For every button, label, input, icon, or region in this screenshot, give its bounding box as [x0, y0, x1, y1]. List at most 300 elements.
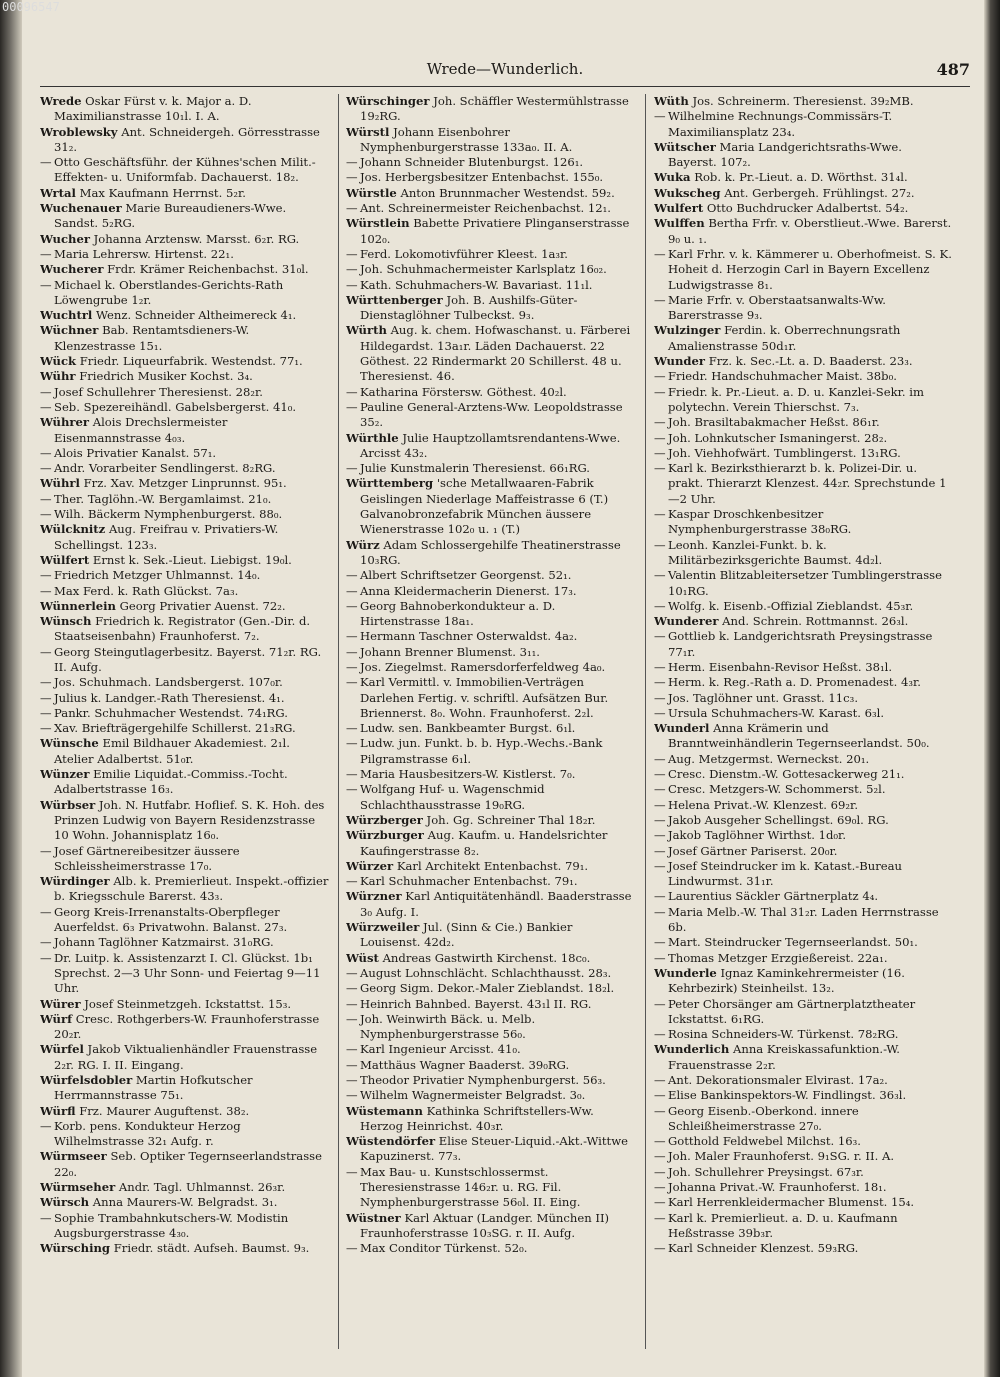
entry-details: Andr. Tagl. Uhlmannst. 26₃r. — [118, 1180, 286, 1195]
entry-details: Kaspar Droschkenbesitzer Nymphenburgerstrasse 38₀RG. — [668, 507, 852, 537]
directory-entry — [654, 109, 954, 140]
repeat-dash: — — [40, 568, 52, 583]
entry-details: Joh. Weinwirth Bäck. u. Melb. Nymphenburgerstrasse 56₀. — [360, 1011, 536, 1042]
entry-details: Otto Buchdrucker Adalbertst. 54₂. — [706, 201, 909, 216]
repeat-dash: — — [654, 1088, 666, 1103]
entry-details: Kathinka Schriftstellers-Ww. Herzog Heinrichst. 40₃r. — [360, 1103, 594, 1133]
repeat-dash: — — [40, 1118, 52, 1133]
repeat-dash: — — [346, 736, 358, 751]
entry-details: Seb. Spezereihändl. Gabelsbergerst. 41₀. — [54, 399, 297, 414]
repeat-dash: — — [346, 246, 358, 261]
directory-entry — [40, 476, 330, 491]
entry-details: Karl Architekt Entenbachst. 79₁. — [396, 858, 589, 873]
directory-entry — [654, 889, 954, 904]
directory-entry — [40, 125, 330, 156]
repeat-dash: — — [40, 721, 52, 736]
entry-details: Oskar Fürst v. k. Major a. D. Maximilianstrasse 10₁l. I. A. — [54, 94, 252, 124]
entry-surname: Würfelsdobler — [40, 1073, 133, 1087]
directory-entry — [346, 966, 636, 981]
directory-entry — [346, 721, 636, 736]
directory-entry — [346, 675, 636, 721]
repeat-dash: — — [654, 369, 666, 384]
directory-entry — [40, 369, 330, 384]
entry-details: Andreas Gastwirth Kirchenst. 18c₀. — [382, 950, 591, 965]
directory-entry — [654, 675, 954, 690]
repeat-dash: — — [654, 537, 666, 552]
repeat-dash: — — [654, 751, 666, 766]
directory-entry — [654, 752, 954, 767]
repeat-dash: — — [346, 675, 358, 690]
directory-entry — [40, 1195, 330, 1210]
directory-entry — [654, 186, 954, 201]
entry-details: Ferdin. k. Oberrechnungsrath Amalienstrasse 50d₁r. — [668, 323, 901, 353]
entry-surname: Wunderlich — [654, 1042, 730, 1057]
directory-entry — [654, 1195, 954, 1210]
directory-entry — [346, 629, 636, 644]
directory-entry — [346, 782, 636, 813]
entry-surname: Würzner — [346, 889, 402, 904]
entry-details: Julie Kunstmalerin Theresienst. 66₁RG. — [360, 461, 590, 476]
directory-entry — [40, 553, 330, 568]
column-divider — [338, 94, 339, 1349]
directory-entry — [654, 94, 954, 109]
repeat-dash: — — [654, 858, 666, 873]
directory-entry — [654, 721, 954, 752]
page-header — [40, 60, 970, 82]
directory-entry — [654, 568, 954, 599]
entry-details: Cresc. Rothgerbers-W. Fraunhoferstrasse 20₂r. — [54, 1011, 320, 1042]
entry-details: Anna Krämerin und Branntweinhändlerin Tegernseerlandst. 50₀. — [668, 721, 930, 751]
entry-details: Cresc. Dienstm.-W. Gottesackerweg 21₁. — [668, 767, 905, 782]
repeat-dash: — — [654, 904, 666, 919]
repeat-dash: — — [654, 1149, 666, 1164]
directory-entry — [40, 308, 330, 323]
entry-surname: Wünnerlein — [40, 598, 116, 613]
directory-entry — [346, 997, 636, 1012]
directory-entry — [40, 1241, 330, 1256]
entry-details: Josef Steindrucker im k. Katast.-Bureau Lindwurmst. 31₁r. — [668, 858, 902, 889]
repeat-dash: — — [654, 1241, 666, 1256]
directory-entry — [346, 538, 636, 569]
entry-surname: Wührer — [40, 415, 90, 430]
entry-details: Jos. Taglöhner unt. Grasst. 11c₃. — [668, 690, 859, 705]
repeat-dash: — — [40, 399, 52, 414]
repeat-dash: — — [40, 277, 52, 292]
entry-details: Anna Kleidermacherin Dienerst. 17₃. — [360, 583, 577, 598]
directory-entry — [654, 170, 954, 185]
entry-details: Wenz. Schneider Altheimereck 4₁. — [96, 308, 297, 323]
entry-details: Friedrich Metzger Uhlmannst. 14₀. — [54, 568, 261, 583]
entry-details: Korb. pens. Kondukteur Herzog Wilhelmstrasse 32₁ Aufg. r. — [54, 1118, 241, 1149]
repeat-dash: — — [654, 415, 666, 430]
entry-details: Aug. Metzgermst. Werneckst. 20₁. — [668, 751, 870, 766]
directory-entry — [654, 385, 954, 416]
directory-entry — [654, 828, 954, 843]
entry-surname: Wüstner — [346, 1210, 401, 1225]
entry-details: Jos. Herbergsbesitzer Entenbachst. 155₀. — [360, 170, 604, 185]
repeat-dash: — — [654, 246, 666, 261]
entry-surname: Wüth — [654, 94, 689, 108]
repeat-dash: — — [40, 690, 52, 705]
repeat-dash: — — [40, 246, 52, 261]
entry-details: Michael k. Oberstlandes-Gerichts-Rath Löwengrube 1₂r. — [54, 277, 284, 307]
repeat-dash: — — [346, 1241, 358, 1256]
entry-details: Johanna Privat.-W. Fraunhoferst. 18₁. — [668, 1180, 887, 1195]
directory-entry — [346, 186, 636, 201]
entry-details: Herm. k. Reg.-Rath a. D. Promenadest. 4₃r. — [668, 675, 921, 690]
repeat-dash: — — [654, 445, 666, 460]
directory-entry — [40, 278, 330, 309]
entry-details: Maria Landgerichtsraths-Wwe. Bayerst. 107₂. — [668, 139, 902, 170]
directory-entry — [654, 813, 954, 828]
repeat-dash: — — [654, 1073, 666, 1087]
entry-details: Ant. Gerbergeh. Frühlingst. 27₂. — [724, 185, 915, 200]
entry-details: Johann Schneider Blutenburgst. 126₁. — [360, 155, 584, 170]
directory-entry — [40, 1119, 330, 1150]
directory-entry — [346, 859, 636, 874]
repeat-dash: — — [654, 782, 666, 797]
directory-entry — [346, 889, 636, 920]
directory-entry — [654, 1073, 954, 1088]
entry-details: Ther. Taglöhn.-W. Bergamlaimst. 21₀. — [54, 491, 272, 506]
repeat-dash: — — [654, 109, 666, 124]
repeat-dash: — — [654, 996, 666, 1011]
entry-surname: Wunderer — [654, 614, 719, 629]
directory-entry — [40, 1211, 330, 1242]
entry-details: Herm. Eisenbahn-Revisor Heßst. 38₁l. — [668, 659, 893, 674]
entry-details: Gotthold Feldwebel Milchst. 16₃. — [668, 1134, 861, 1149]
entry-details: Aug. Freifrau v. Privatiers-W. Schellingst. 123₃. — [54, 522, 279, 552]
entry-details: Friedrich k. Registrator (Gen.-Dir. d. Staatseisenbahn) Fraunhoferst. 7₂. — [54, 614, 311, 644]
directory-entry — [654, 507, 954, 538]
directory-entry — [346, 262, 636, 277]
entry-details: Aug. k. chem. Hofwaschanst. u. Färberei Hildegardst. 13a₁r. Läden Dachauerst. 22 Göthest. 22 Rindermarkt 20 Schillerst. 48 u. Theresienst. 46. — [360, 323, 631, 384]
entry-details: Josef Schullehrer Theresienst. 28₂r. — [54, 384, 263, 399]
repeat-dash: — — [654, 292, 666, 307]
repeat-dash: — — [654, 598, 666, 613]
repeat-dash: — — [346, 767, 358, 782]
repeat-dash: — — [346, 1088, 358, 1103]
directory-entry — [40, 461, 330, 476]
directory-entry — [654, 201, 954, 216]
directory-entry — [346, 981, 636, 996]
entry-surname: Würbser — [40, 797, 96, 812]
entry-surname: Würmseher — [40, 1180, 116, 1195]
entry-surname: Würzberger — [346, 812, 423, 827]
directory-entry — [654, 782, 954, 797]
entry-details: Alois Privatier Kanalst. 57₁. — [54, 445, 217, 460]
directory-entry — [40, 1104, 330, 1119]
directory-entry — [40, 186, 330, 201]
repeat-dash: — — [346, 1164, 358, 1179]
entry-details: Friedr. städt. Aufseh. Baumst. 9₃. — [113, 1241, 310, 1256]
directory-entry — [346, 1042, 636, 1057]
entry-surname: Würfel — [40, 1042, 84, 1057]
entry-details: And. Schrein. Rottmannst. 26₃l. — [722, 614, 909, 629]
repeat-dash: — — [654, 507, 666, 522]
entry-details: Karl k. Bezirksthierarzt b. k. Polizei-Dir. u. prakt. Thierarzt Klenzest. 44₂r. Sprechstunde 1—2 Uhr. — [668, 461, 947, 506]
directory-entry — [346, 1241, 636, 1256]
entry-surname: Wulffen — [654, 216, 705, 231]
repeat-dash: — — [654, 1027, 666, 1042]
entry-surname: Würf — [40, 1011, 73, 1026]
entry-details: Rob. k. Pr.-Lieut. a. D. Wörthst. 31₄l. — [694, 170, 908, 185]
directory-entry — [346, 645, 636, 660]
entry-details: Wilhelmine Rechnungs-Commissärs-T. Maximiliansplatz 23₄. — [668, 109, 893, 139]
directory-entry — [654, 966, 954, 997]
page-binding-edge — [0, 0, 22, 1377]
entry-surname: Würfl — [40, 1103, 76, 1118]
repeat-dash: — — [346, 262, 358, 277]
entry-surname: Wütscher — [654, 139, 716, 154]
entry-details: Marie Bureaudieners-Wwe. Sandst. 5₂RG. — [54, 201, 287, 231]
entry-surname: Wülcknitz — [40, 522, 106, 537]
directory-entry — [40, 507, 330, 522]
entry-details: Babette Privatiere Plinganserstrasse 102₀. — [360, 216, 630, 246]
entry-surname: Wück — [40, 354, 77, 369]
entry-details: Ant. Schreinermeister Reichenbachst. 12₁. — [360, 201, 611, 216]
directory-column-3 — [654, 94, 954, 1349]
entry-surname: Würstle — [346, 185, 397, 200]
repeat-dash: — — [654, 812, 666, 827]
directory-entry — [346, 461, 636, 476]
directory-entry — [40, 645, 330, 676]
directory-entry — [346, 125, 636, 156]
entry-details: 'sche Metallwaaren-Fabrik Geislingen Niederlage Maffeistrasse 6 (T.) Galvanobronzefabrik München äussere Wienerstrasse 102₀ u. ₁ (T.) — [360, 476, 609, 537]
entry-surname: Wüst — [346, 950, 379, 965]
entry-surname: Würth — [346, 323, 387, 338]
directory-entry — [346, 1165, 636, 1211]
repeat-dash: — — [346, 598, 358, 613]
entry-details: Josef Gärtnereibesitzer äussere Schleissheimerstrasse 17₀. — [54, 843, 240, 873]
entry-surname: Wüchner — [40, 323, 99, 338]
directory-entry — [346, 385, 636, 400]
directory-entry — [654, 798, 954, 813]
directory-entry — [40, 247, 330, 262]
repeat-dash: — — [40, 583, 52, 598]
entry-details: Maria Melb.-W. Thal 31₂r. Laden Herrnstrasse 6b. — [668, 904, 939, 935]
entry-details: Elise Bankinspektors-W. Findlingst. 36₃l. — [668, 1088, 907, 1103]
entry-surname: Württenberger — [346, 292, 443, 307]
repeat-dash: — — [346, 629, 358, 644]
directory-entry — [346, 293, 636, 324]
repeat-dash: — — [346, 568, 358, 583]
repeat-dash: — — [346, 1057, 358, 1072]
entry-details: Emil Bildhauer Akademiest. 2₁l. Atelier Adalbertst. 51₀r. — [54, 736, 290, 766]
repeat-dash: — — [654, 705, 666, 720]
repeat-dash: — — [654, 568, 666, 583]
repeat-dash: — — [40, 1210, 52, 1225]
entry-details: Anna Maurers-W. Belgradst. 3₁. — [92, 1195, 278, 1210]
repeat-dash: — — [654, 950, 666, 965]
repeat-dash: — — [40, 935, 52, 950]
directory-entry — [346, 1073, 636, 1088]
directory-entry — [654, 951, 954, 966]
directory-entry — [346, 920, 636, 951]
entry-details: Ernst k. Sek.-Lieut. Liebigst. 19₀l. — [92, 552, 292, 567]
entry-details: Elise Steuer-Liquid.-Akt.-Wittwe Kapuzinerst. 77₃. — [360, 1134, 628, 1164]
entry-surname: Wucherer — [40, 262, 104, 277]
directory-entry — [346, 767, 636, 782]
directory-entry — [40, 385, 330, 400]
entry-details: Joh. Gg. Schreiner Thal 18₂r. — [426, 812, 596, 827]
entry-details: Gottlieb k. Landgerichtsrath Preysingstrasse 77₁r. — [668, 629, 933, 659]
entry-details: Georg Privatier Auenst. 72₂. — [119, 598, 286, 613]
directory-entry — [40, 905, 330, 936]
entry-details: Alois Drechslermeister Eisenmannstrasse 4₀₃. — [54, 415, 228, 445]
entry-details: Anna Kreiskassafunktion.-W. Frauenstrasse 2₂r. — [668, 1042, 900, 1072]
repeat-dash: — — [654, 797, 666, 812]
directory-entry — [654, 415, 954, 430]
entry-details: Georg Kreis-Irrenanstalts-Oberpfleger Auerfeldst. 6₃ Privatwohn. Balanst. 27₃. — [54, 904, 288, 935]
directory-entry — [346, 660, 636, 675]
directory-entry — [346, 278, 636, 293]
repeat-dash: — — [40, 445, 52, 460]
directory-entry — [654, 1027, 954, 1042]
entry-details: Joh. Schuhmachermeister Karlsplatz 16₀₂. — [360, 262, 607, 277]
repeat-dash: — — [346, 721, 358, 736]
repeat-dash: — — [40, 491, 52, 506]
entry-surname: Wünzer — [40, 767, 90, 782]
entry-details: Joh. Maler Fraunhoferst. 9₁SG. r. II. A. — [668, 1149, 895, 1164]
entry-surname: Würzer — [346, 858, 394, 873]
directory-entry — [654, 997, 954, 1028]
entry-details: Joh. Viehhofwärt. Tumblingerst. 13₁RG. — [668, 445, 901, 460]
entry-details: Julius k. Landger.-Rath Theresienst. 4₁. — [54, 690, 285, 705]
repeat-dash: — — [346, 874, 358, 889]
directory-entry — [654, 431, 954, 446]
directory-entry — [346, 874, 636, 889]
entry-details: Karl Schneider Klenzest. 59₃RG. — [668, 1241, 859, 1256]
repeat-dash: — — [346, 1042, 358, 1057]
entry-details: Maria Hausbesitzers-W. Kistlerst. 7₀. — [360, 767, 576, 782]
entry-details: Georg Sigm. Dekor.-Maler Zieblandst. 18₂l. — [360, 981, 615, 996]
entry-details: Helena Privat.-W. Klenzest. 69₂r. — [668, 797, 859, 812]
repeat-dash: — — [654, 384, 666, 399]
entry-surname: Würstlein — [346, 216, 410, 231]
entry-details: Jos. Ziegelmst. Ramersdorferfeldweg 4a₀. — [360, 659, 606, 674]
entry-details: Bertha Frfr. v. Oberstlieut.-Wwe. Barerst. 9₀ u. ₁. — [668, 216, 952, 246]
directory-entry — [40, 584, 330, 599]
entry-details: Pankr. Schuhmacher Westendst. 74₁RG. — [54, 705, 288, 720]
entry-surname: Würz — [346, 537, 380, 552]
directory-entry — [346, 736, 636, 767]
entry-details: Frz. Xav. Metzger Linprunnst. 95₁. — [83, 476, 287, 491]
entry-details: Max Ferd. k. Rath Glückst. 7a₃. — [54, 583, 239, 598]
entry-details: Otto Geschäftsführ. der Kühnes'schen Milit.-Effekten- u. Uniformfab. Dachauerst. 18₂. — [54, 155, 316, 185]
entry-details: Ludw. sen. Bankbeamter Burgst. 6₁l. — [360, 721, 576, 736]
entry-details: Karl Frhr. v. k. Kämmerer u. Oberhofmeist. S. K. Hoheit d. Herzogin Carl in Bayern Excellenz Ludwigstrasse 8₁. — [668, 246, 952, 292]
entry-details: Josef Steinmetzgeh. Ickstattst. 15₃. — [84, 996, 292, 1011]
directory-entry — [346, 400, 636, 431]
directory-entry — [40, 599, 330, 614]
directory-entry — [346, 216, 636, 247]
directory-entry — [654, 538, 954, 569]
directory-entry — [654, 1104, 954, 1135]
entry-details: Matthäus Wagner Baaderst. 39₀RG. — [360, 1057, 570, 1072]
directory-entry — [40, 798, 330, 844]
entry-surname: Wulzinger — [654, 323, 721, 338]
entry-details: Johann Brenner Blumenst. 3₁₁. — [360, 644, 540, 659]
entry-details: Karl Schuhmacher Entenbachst. 79₁. — [360, 874, 578, 889]
entry-details: Georg Eisenb.-Oberkond. innere Schleißheimerstrasse 27₀. — [668, 1103, 859, 1133]
directory-entry — [40, 997, 330, 1012]
directory-entry — [40, 94, 330, 125]
entry-surname: Wulfert — [654, 201, 704, 216]
entry-details: Joh. Schullehrer Preysingst. 67₃r. — [668, 1164, 864, 1179]
directory-entry — [40, 232, 330, 247]
repeat-dash: — — [346, 996, 358, 1011]
entry-details: Jul. (Sinn & Cie.) Bankier Louisenst. 42d₂. — [360, 920, 573, 950]
entry-details: Georg Bahnoberkondukteur a. D. Hirtenstrasse 18a₁. — [360, 598, 556, 629]
directory-entry — [346, 584, 636, 599]
directory-entry — [40, 706, 330, 721]
directory-entry — [346, 1104, 636, 1135]
repeat-dash: — — [346, 659, 358, 674]
directory-entry — [40, 201, 330, 232]
entry-surname: Wunderle — [654, 965, 717, 980]
entry-details: Ignaz Kaminkehrermeister (16. Kehrbezirk) Steinheilst. 13₂. — [668, 965, 905, 996]
entry-surname: Würstl — [346, 124, 390, 139]
directory-entry — [40, 691, 330, 706]
entry-details: Wilh. Bäckerm Nymphenburgerst. 88₀. — [54, 507, 283, 522]
directory-entry — [40, 935, 330, 950]
directory-entry — [40, 415, 330, 446]
entry-surname: Wüstendörfer — [346, 1134, 436, 1149]
directory-entry — [654, 1180, 954, 1195]
entry-details: Ant. Schneidergeh. Görresstrasse 31₂. — [54, 124, 320, 154]
directory-entry — [654, 1149, 954, 1164]
entry-details: Ferd. Lokomotivführer Kleest. 1a₃r. — [360, 246, 568, 261]
directory-entry — [654, 706, 954, 721]
entry-details: Jos. Schreinerm. Theresienst. 39₂MB. — [692, 94, 914, 108]
entry-details: Johann Eisenbohrer Nymphenburgerstrasse 133a₀. II. A. — [360, 124, 573, 154]
entry-details: Karl Aktuar (Landger. München II) Fraunhoferstrasse 10₃SG. r. II. Aufg. — [360, 1210, 610, 1240]
entry-details: Frz. Maurer Auguftenst. 38₂. — [79, 1103, 250, 1118]
directory-entry — [654, 935, 954, 950]
directory-entry — [654, 461, 954, 507]
entry-surname: Würzweiler — [346, 920, 420, 935]
directory-entry — [654, 1241, 954, 1256]
entry-surname: Wünsche — [40, 736, 99, 751]
entry-details: Valentin Blitzableitersetzer Tumblingerstrasse 10₁RG. — [668, 568, 942, 598]
directory-entry — [654, 691, 954, 706]
entry-details: Jakob Taglöhner Wirthst. 1d₀r. — [668, 828, 847, 843]
directory-entry — [654, 1088, 954, 1103]
entry-details: Friedr. Handschuhmacher Maist. 38b₀. — [668, 369, 897, 384]
repeat-dash: — — [40, 950, 52, 965]
directory-entry — [346, 1058, 636, 1073]
repeat-dash: — — [346, 155, 358, 170]
entry-details: Friedr. Liqueurfabrik. Westendst. 77₁. — [79, 354, 303, 369]
repeat-dash: — — [40, 675, 52, 690]
repeat-dash: — — [40, 384, 52, 399]
entry-details: August Lohnschlächt. Schlachthausst. 28₃. — [360, 965, 612, 980]
directory-entry — [40, 354, 330, 369]
repeat-dash: — — [346, 965, 358, 980]
directory-entry — [40, 1180, 330, 1195]
directory-entry — [654, 660, 954, 675]
entry-surname: Würer — [40, 996, 81, 1011]
directory-entry — [346, 155, 636, 170]
entry-details: Max Kaufmann Herrnst. 5₂r. — [79, 185, 246, 200]
directory-entry — [346, 201, 636, 216]
repeat-dash: — — [654, 675, 666, 690]
entry-details: Adam Schlossergehilfe Theatinerstrasse 10₃RG. — [360, 537, 621, 567]
directory-entry — [654, 1134, 954, 1149]
scan-id: 00096547 — [2, 0, 60, 14]
entry-details: Leonh. Kanzlei-Funkt. b. k. Militärbezirksgerichte Baumst. 4d₂l. — [668, 537, 883, 567]
